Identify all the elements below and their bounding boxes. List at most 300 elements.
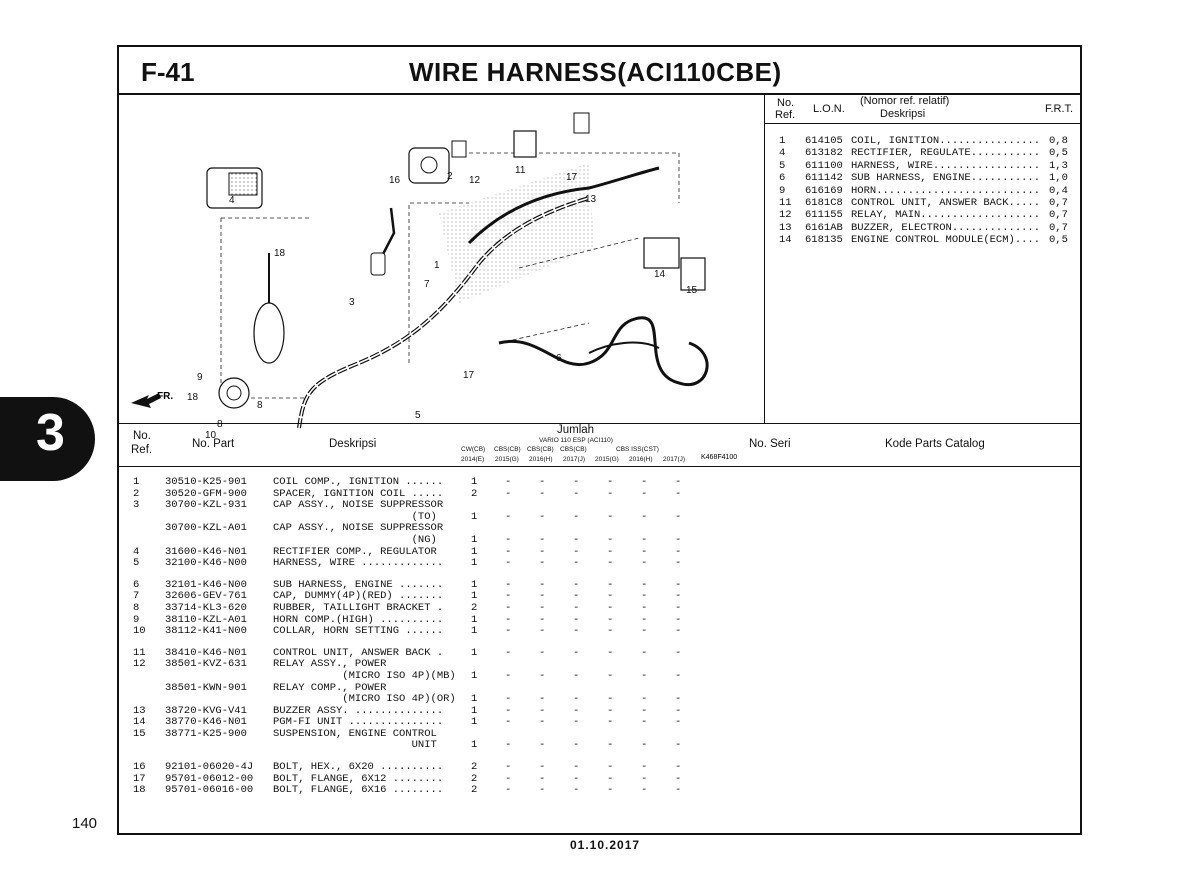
year: 2016(H) xyxy=(529,456,553,463)
qty-dash: - xyxy=(641,716,648,729)
title-row xyxy=(119,47,1080,95)
reference-row xyxy=(765,147,1080,159)
header-desc: Deskripsi xyxy=(880,108,926,120)
ref-lon: 6181C8 xyxy=(805,196,843,209)
variant: CBS(CB) xyxy=(494,446,521,453)
qty-dash: - xyxy=(539,669,546,682)
ref-desc: SUB HARNESS, ENGINE........... xyxy=(851,172,1041,185)
qty-dash: - xyxy=(607,716,614,729)
part-number: 38110-KZL-A01 xyxy=(165,613,247,626)
parts-table-header xyxy=(119,423,1080,467)
part-desc: HARNESS, WIRE ............. xyxy=(273,557,444,570)
qty-dash: - xyxy=(573,613,580,626)
part-ref: 2 xyxy=(133,487,140,500)
callout: 17 xyxy=(566,172,578,183)
ecm-part xyxy=(644,238,705,290)
catalog-page-frame xyxy=(117,45,1082,835)
ref-frt: 0,4 xyxy=(1049,184,1068,197)
sub-harness xyxy=(499,318,707,385)
qty-dash: - xyxy=(675,510,682,523)
qty-dash: - xyxy=(539,578,546,591)
part-desc: BOLT, HEX., 6X20 .......... xyxy=(273,761,444,774)
qty-dash: - xyxy=(505,590,512,603)
qty-dash: - xyxy=(539,693,546,706)
variant: CBS(CB) xyxy=(527,446,554,453)
qty-dash: - xyxy=(607,693,614,706)
callout: 8 xyxy=(257,400,263,411)
qty-dash: - xyxy=(573,487,580,500)
qty-dash: - xyxy=(505,761,512,774)
callout: 4 xyxy=(229,195,235,206)
ref-desc: RECTIFIER, REGULATE........... xyxy=(851,147,1041,160)
part-ref: 9 xyxy=(133,613,140,626)
part-number: 32100-K46-N00 xyxy=(165,557,247,570)
reference-table-rows xyxy=(765,135,1080,247)
qty-dash: - xyxy=(607,510,614,523)
header-desc: Deskripsi xyxy=(329,438,377,450)
variant: CBS(CB) xyxy=(560,446,587,453)
variant: CW(CB) xyxy=(461,446,486,453)
ref-lon: 611155 xyxy=(805,209,843,222)
qty-dash: - xyxy=(675,625,682,638)
year: 2015(G) xyxy=(595,456,619,463)
header-no: No. xyxy=(133,430,151,442)
ref-frt: 1,0 xyxy=(1049,172,1068,185)
qty-dash: - xyxy=(607,578,614,591)
part-ref: 8 xyxy=(133,601,140,614)
qty-dash: - xyxy=(505,545,512,558)
part-number: 31600-K46-N01 xyxy=(165,545,247,558)
parts-row xyxy=(119,740,719,752)
ref-no: 6 xyxy=(779,172,786,185)
part-number: 30700-KZL-A01 xyxy=(165,522,247,535)
qty-dash: - xyxy=(607,784,614,797)
part-qty: 2 xyxy=(471,487,478,500)
ref-lon: 614105 xyxy=(805,135,843,147)
qty-dash: - xyxy=(641,772,648,785)
qty-dash: - xyxy=(505,613,512,626)
page-number: 140 xyxy=(72,815,98,832)
qty-dash: - xyxy=(539,716,546,729)
part-qty: 1 xyxy=(471,625,478,638)
header-ref: Ref. xyxy=(775,109,796,121)
qty-dash: - xyxy=(675,557,682,570)
ref-no: 5 xyxy=(779,159,786,172)
part-number: 92101-06020-4J xyxy=(165,761,254,774)
ref-desc: ENGINE CONTROL MODULE(ECM).... xyxy=(851,234,1041,247)
figure-code: F-41 xyxy=(141,57,195,87)
qty-dash: - xyxy=(641,487,648,500)
part-number: 38770-K46-N01 xyxy=(165,716,247,729)
ref-frt: 0,7 xyxy=(1049,196,1068,209)
parts-row xyxy=(119,603,719,615)
callout: 1 xyxy=(434,260,440,271)
part-desc: CAP ASSY., NOISE SUPPRESSOR xyxy=(273,522,444,535)
qty-dash: - xyxy=(675,476,682,488)
part-desc: (NG) xyxy=(273,533,437,546)
qty-dash: - xyxy=(539,739,546,752)
callout: 3 xyxy=(349,297,355,308)
callout: 13 xyxy=(585,194,597,205)
part-number: 38771-K25-900 xyxy=(165,727,247,740)
part-desc: (TO) xyxy=(273,510,437,523)
part-ref: 4 xyxy=(133,545,140,558)
header-serial: No. Seri xyxy=(749,438,791,450)
qty-dash: - xyxy=(505,578,512,591)
reference-row xyxy=(765,160,1080,172)
ref-frt: 0,7 xyxy=(1049,209,1068,222)
qty-dash: - xyxy=(539,704,546,717)
qty-dash: - xyxy=(607,487,614,500)
part-desc: UNIT xyxy=(273,739,437,752)
qty-dash: - xyxy=(505,739,512,752)
part-ref: 6 xyxy=(133,578,140,591)
callout: 17 xyxy=(463,370,475,381)
header-model: VARIO 110 ESP (ACI110) xyxy=(539,437,613,444)
qty-dash: - xyxy=(539,557,546,570)
parts-table-rows xyxy=(119,477,719,797)
header-frt: F.R.T. xyxy=(1045,103,1074,115)
parts-row xyxy=(119,694,719,706)
ignition-coil-part xyxy=(371,148,449,275)
year: 2017(J) xyxy=(663,456,686,463)
callout: 12 xyxy=(469,175,481,186)
header-part: No. Part xyxy=(192,438,235,450)
ref-lon: 611100 xyxy=(805,159,843,172)
callout: 7 xyxy=(424,279,430,290)
ref-no: 1 xyxy=(779,135,786,147)
qty-dash: - xyxy=(539,613,546,626)
ref-lon: 613182 xyxy=(805,147,843,160)
qty-dash: - xyxy=(641,693,648,706)
part-qty: 1 xyxy=(471,613,478,626)
ref-desc: RELAY, MAIN................... xyxy=(851,209,1041,222)
qty-dash: - xyxy=(539,510,546,523)
part-qty: 1 xyxy=(471,533,478,546)
part-qty: 1 xyxy=(471,669,478,682)
callout: 15 xyxy=(686,285,698,296)
ref-no: 14 xyxy=(779,234,792,247)
qty-dash: - xyxy=(641,510,648,523)
ref-no: 11 xyxy=(779,196,792,209)
part-qty: 2 xyxy=(471,601,478,614)
qty-dash: - xyxy=(505,601,512,614)
part-number: 95701-06016-00 xyxy=(165,784,254,797)
qty-dash: - xyxy=(505,704,512,717)
qty-dash: - xyxy=(607,476,614,488)
part-ref: 12 xyxy=(133,658,146,671)
qty-dash: - xyxy=(675,693,682,706)
qty-dash: - xyxy=(641,533,648,546)
qty-dash: - xyxy=(505,476,512,488)
reference-row xyxy=(765,209,1080,221)
qty-dash: - xyxy=(641,784,648,797)
reference-table xyxy=(765,93,1080,423)
parts-row xyxy=(119,671,719,683)
section-tab: 3 xyxy=(0,397,95,481)
ref-no: 13 xyxy=(779,221,792,234)
callout: 16 xyxy=(389,175,401,186)
qty-dash: - xyxy=(505,716,512,729)
part-ref: 16 xyxy=(133,761,146,774)
ref-frt: 0,5 xyxy=(1049,234,1068,247)
qty-dash: - xyxy=(539,476,546,488)
header-lon: L.O.N. xyxy=(813,103,845,115)
qty-dash: - xyxy=(573,476,580,488)
qty-dash: - xyxy=(539,601,546,614)
part-desc: HORN COMP.(HIGH) .......... xyxy=(273,613,444,626)
qty-dash: - xyxy=(573,772,580,785)
part-number: 38501-KVZ-631 xyxy=(165,658,247,671)
callout: 5 xyxy=(415,410,421,421)
qty-dash: - xyxy=(641,704,648,717)
qty-dash: - xyxy=(641,625,648,638)
part-qty: 1 xyxy=(471,557,478,570)
qty-dash: - xyxy=(641,646,648,659)
part-desc: PGM-FI UNIT ............... xyxy=(273,716,444,729)
part-desc: SPACER, IGNITION COIL ..... xyxy=(273,487,444,500)
qty-dash: - xyxy=(675,578,682,591)
parts-row xyxy=(119,626,719,638)
qty-dash: - xyxy=(607,601,614,614)
header-catalog: Kode Parts Catalog xyxy=(885,438,985,450)
part-number: 38501-KWN-901 xyxy=(165,681,247,694)
reference-row xyxy=(765,172,1080,184)
part-desc: COLLAR, HORN SETTING ...... xyxy=(273,625,444,638)
qty-dash: - xyxy=(573,601,580,614)
parts-row xyxy=(119,762,719,774)
qty-dash: - xyxy=(573,590,580,603)
qty-dash: - xyxy=(607,704,614,717)
control-unit-part xyxy=(452,113,589,157)
part-qty: 2 xyxy=(471,761,478,774)
year: 2017(J) xyxy=(563,456,586,463)
part-ref: 18 xyxy=(133,784,146,797)
qty-dash: - xyxy=(607,613,614,626)
part-number: 32101-K46-N00 xyxy=(165,578,247,591)
part-qty: 2 xyxy=(471,772,478,785)
callout: 18 xyxy=(274,248,286,259)
part-qty: 1 xyxy=(471,510,478,523)
callout: 9 xyxy=(197,372,203,383)
part-ref: 15 xyxy=(133,727,146,740)
qty-dash: - xyxy=(675,761,682,774)
qty-dash: - xyxy=(641,476,648,488)
part-qty: 2 xyxy=(471,784,478,797)
part-qty: 1 xyxy=(471,646,478,659)
reference-table-header xyxy=(765,95,1080,124)
qty-dash: - xyxy=(573,510,580,523)
qty-dash: - xyxy=(573,761,580,774)
horn-part xyxy=(219,378,249,408)
callout: 2 xyxy=(447,171,453,182)
part-desc: RECTIFIER COMP., REGULATOR xyxy=(273,545,437,558)
ref-lon: 616169 xyxy=(805,184,843,197)
qty-dash: - xyxy=(505,646,512,659)
revision-date: 01.10.2017 xyxy=(570,838,641,852)
part-desc: RUBBER, TAILLIGHT BRACKET . xyxy=(273,601,444,614)
figure-code-label: K468F4100 xyxy=(701,454,738,461)
header-ref: Ref. xyxy=(131,444,153,456)
ref-frt: 0,5 xyxy=(1049,147,1068,160)
part-qty: 1 xyxy=(471,739,478,752)
part-ref: 11 xyxy=(133,646,146,659)
reference-row xyxy=(765,135,1080,147)
ref-no: 9 xyxy=(779,184,786,197)
reference-row xyxy=(765,185,1080,197)
qty-dash: - xyxy=(675,545,682,558)
part-desc: SUB HARNESS, ENGINE ....... xyxy=(273,578,444,591)
part-number: 32606-GEV-761 xyxy=(165,590,247,603)
year: 2014(E) xyxy=(461,456,485,463)
qty-dash: - xyxy=(641,613,648,626)
part-desc: CAP ASSY., NOISE SUPPRESSOR xyxy=(273,499,444,512)
qty-dash: - xyxy=(675,784,682,797)
qty-dash: - xyxy=(607,646,614,659)
part-number: 30510-K25-901 xyxy=(165,476,247,488)
part-desc: BUZZER ASSY. .............. xyxy=(273,704,444,717)
qty-dash: - xyxy=(675,613,682,626)
qty-dash: - xyxy=(573,704,580,717)
ref-no: 12 xyxy=(779,209,792,222)
part-desc: RELAY ASSY., POWER xyxy=(273,658,387,671)
qty-dash: - xyxy=(505,669,512,682)
qty-dash: - xyxy=(539,761,546,774)
qty-dash: - xyxy=(675,716,682,729)
qty-dash: - xyxy=(641,601,648,614)
year: 2015(G) xyxy=(495,456,519,463)
variant: CBS ISS(CST) xyxy=(616,446,659,453)
qty-dash: - xyxy=(505,557,512,570)
qty-dash: - xyxy=(539,533,546,546)
part-qty: 1 xyxy=(471,590,478,603)
qty-dash: - xyxy=(539,646,546,659)
qty-dash: - xyxy=(641,761,648,774)
part-desc: (MICRO ISO 4P)(MB) xyxy=(273,669,456,682)
ref-lon: 6161AB xyxy=(805,221,843,234)
qty-dash: - xyxy=(505,533,512,546)
part-number: 30700-KZL-931 xyxy=(165,499,247,512)
part-desc: CONTROL UNIT, ANSWER BACK . xyxy=(273,646,444,659)
qty-dash: - xyxy=(539,590,546,603)
qty-dash: - xyxy=(573,693,580,706)
qty-dash: - xyxy=(607,669,614,682)
qty-dash: - xyxy=(573,646,580,659)
qty-dash: - xyxy=(641,669,648,682)
part-number: 95701-06012-00 xyxy=(165,772,254,785)
qty-dash: - xyxy=(505,772,512,785)
qty-dash: - xyxy=(539,625,546,638)
qty-dash: - xyxy=(573,557,580,570)
header-qty: Jumlah xyxy=(557,424,595,436)
part-ref: 1 xyxy=(133,476,140,488)
qty-dash: - xyxy=(505,693,512,706)
qty-dash: - xyxy=(641,590,648,603)
part-qty: 1 xyxy=(471,545,478,558)
callout: 14 xyxy=(654,269,666,280)
qty-dash: - xyxy=(675,590,682,603)
part-qty: 1 xyxy=(471,476,478,488)
qty-dash: - xyxy=(607,590,614,603)
qty-dash: - xyxy=(573,578,580,591)
ref-desc: CONTROL UNIT, ANSWER BACK..... xyxy=(851,196,1041,209)
part-number: 33714-KL3-620 xyxy=(165,601,247,614)
ref-frt: 1,3 xyxy=(1049,159,1068,172)
qty-dash: - xyxy=(675,704,682,717)
qty-dash: - xyxy=(573,625,580,638)
qty-dash: - xyxy=(573,545,580,558)
qty-dash: - xyxy=(675,772,682,785)
qty-dash: - xyxy=(505,510,512,523)
callout: 8 xyxy=(217,419,223,430)
ref-frt: 0,8 xyxy=(1049,135,1068,147)
reference-row xyxy=(765,197,1080,209)
qty-dash: - xyxy=(573,739,580,752)
header-no: No. xyxy=(777,97,795,109)
ref-desc: HORN.......................... xyxy=(851,184,1041,197)
part-desc: CAP, DUMMY(4P)(RED) ....... xyxy=(273,590,444,603)
qty-dash: - xyxy=(539,487,546,500)
qty-dash: - xyxy=(539,545,546,558)
reference-row xyxy=(765,234,1080,246)
part-desc: BOLT, FLANGE, 6X12 ........ xyxy=(273,772,444,785)
part-ref: 17 xyxy=(133,772,146,785)
part-number: 30520-GFM-900 xyxy=(165,487,247,500)
qty-dash: - xyxy=(607,739,614,752)
qty-dash: - xyxy=(573,669,580,682)
ref-desc: COIL, IGNITION................ xyxy=(851,135,1041,147)
part-number: 38410-K46-N01 xyxy=(165,646,247,659)
part-desc: COIL COMP., IGNITION ...... xyxy=(273,476,444,488)
qty-dash: - xyxy=(607,557,614,570)
part-desc: BOLT, FLANGE, 6X16 ........ xyxy=(273,784,444,797)
part-qty: 1 xyxy=(471,578,478,591)
qty-dash: - xyxy=(641,739,648,752)
part-ref: 14 xyxy=(133,716,146,729)
part-ref: 10 xyxy=(133,625,146,638)
qty-dash: - xyxy=(505,487,512,500)
part-qty: 1 xyxy=(471,693,478,706)
callout: 10 xyxy=(205,430,217,441)
qty-dash: - xyxy=(675,487,682,500)
qty-dash: - xyxy=(607,533,614,546)
parts-row xyxy=(119,785,719,797)
header-desc-top: (Nomor ref. relatif) xyxy=(860,95,950,107)
parts-row xyxy=(119,477,719,489)
page-title: WIRE HARNESS(ACI110CBE) xyxy=(409,57,782,87)
qty-dash: - xyxy=(641,578,648,591)
part-ref: 5 xyxy=(133,557,140,570)
ref-lon: 611142 xyxy=(805,172,843,185)
part-desc: RELAY COMP., POWER xyxy=(273,681,387,694)
part-ref: 3 xyxy=(133,499,140,512)
part-qty: 1 xyxy=(471,704,478,717)
part-desc: (MICRO ISO 4P)(OR) xyxy=(273,693,456,706)
qty-dash: - xyxy=(675,739,682,752)
callout: 6 xyxy=(556,353,562,364)
qty-dash: - xyxy=(505,625,512,638)
qty-dash: - xyxy=(539,772,546,785)
qty-dash: - xyxy=(675,669,682,682)
qty-dash: - xyxy=(607,772,614,785)
qty-dash: - xyxy=(573,716,580,729)
reference-row xyxy=(765,222,1080,234)
ref-desc: BUZZER, ELECTRON.............. xyxy=(851,221,1041,234)
year: 2016(H) xyxy=(629,456,653,463)
part-qty: 1 xyxy=(471,716,478,729)
part-number: 38720-KVG-V41 xyxy=(165,704,247,717)
ref-frt: 0,7 xyxy=(1049,221,1068,234)
